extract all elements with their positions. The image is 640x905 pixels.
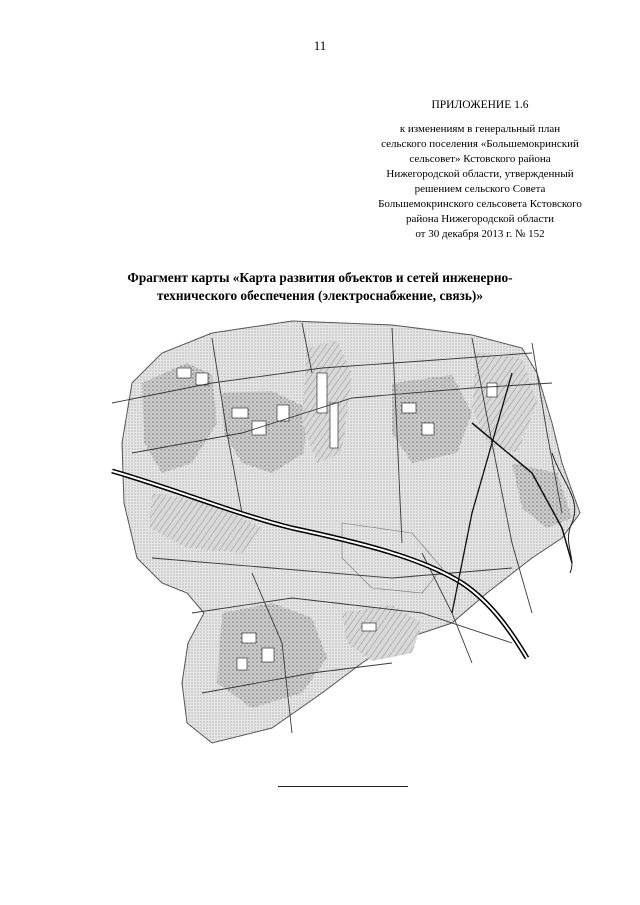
appendix-line: сельского поселения «Большемокринский [381,138,579,150]
bottom-divider [278,786,408,787]
appendix-line: сельсовет» Кстовского района [409,153,551,165]
appendix-line: к изменениям в генеральный план [399,123,561,135]
map-fragment-image [92,313,592,763]
appendix-heading: ПРИЛОЖЕНИЕ 1.6 [431,99,529,111]
appendix-line: района Нижегородской области [405,213,555,225]
map-title-line: Фрагмент карты «Карта развития объектов и сетей инженерно- [127,270,513,285]
map-title [60,269,580,305]
page-number: 11 [313,38,327,53]
appendix-block [330,98,630,242]
appendix-line: от 30 декабря 2013 г. № 152 [415,228,545,240]
appendix-line: решением сельского Совета [414,183,546,195]
appendix-line: Нижегородской области, утвержденный [386,168,574,180]
appendix-line: Большемокринского сельсовета Кстовского [378,198,582,210]
map-title-line: технического обеспечения (электроснабжение, связь)» [157,288,483,303]
